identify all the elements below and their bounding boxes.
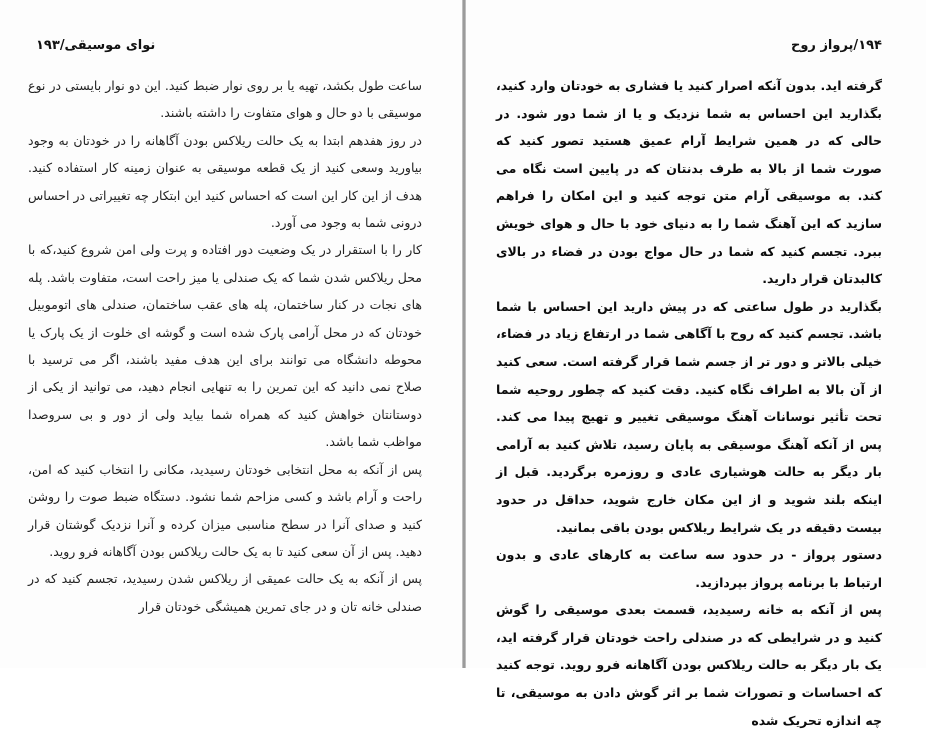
left-paragraph-4: پس از آنکه به محل انتخابی خودتان رسیدید، مکانی را انتخاب کنید که امن، راحت و آرام باشد و کسی مزاحم شما نشود. دستگاه ضبط صوت را روشن کنید و صدای آنرا در سطح مناسبی میزان کرده و آنرا نزدیک گوشتان قرار دهید. پس از آن سعی کنید تا به یک حالت ریلاکس بودن آگاهانه فرو روید. [28, 461, 422, 559]
left-page-header: نوای موسیقی/۱۹۳ [36, 38, 156, 53]
right-page-header: ۱۹۴/پرواز روح [790, 38, 882, 53]
right-paragraph-3: دستور پرواز - در حدود سه ساعت به کارهای عادی و بدون ارتباط با برنامه پرواز بپردازید. [496, 547, 882, 590]
right-page-body [496, 72, 882, 734]
right-paragraph-4: پس از آنکه به خانه رسیدید، قسمت بعدی موسیقی را گوش کنید و در شرایطی که در صندلی راحت خودتان قرار گرفته اید، یک بار دیگر به حالت ریلاکس بودن آگاهانه فرو روید. توجه کنید که احساسات و تصورات شما بر اثر گوش دادن به موسیقی، تا چه اندازه تحریک شده [496, 602, 882, 728]
right-paragraph-1: گرفته اید. بدون آنکه اصرار کنید یا فشاری به خودتان وارد کنید، بگذارید این احساس به شما نزدیک و یا از شما دور شود. در حالی که در همین شرایط آرام عمیق هستید تصور کنید که صورت شما از بالا به طرف بدنتان که در پایین است نگاه می کند. به موسیقی آرام متن توجه کنید و این امکان را فراهم سازید که این آهنگ شما را به دنیای خود با حال و هوای خویش ببرد. تجسم کنید که شما در حال مواج بودن در فضاء در بالای کالبدتان قرار دارید. [496, 78, 882, 287]
left-paragraph-1: ساعت طول بکشد، تهیه یا بر روی نوار ضبط کنید. این دو نوار بایستی در نوع موسیقی با دو حال و هوای متفاوت را داشته باشند. [28, 78, 422, 121]
right-page [466, 0, 926, 728]
left-paragraph-5: پس از آنکه به یک حالت عمیقی از ریلاکس شدن رسیدید، تجسم کنید که در صندلی خانه تان و در جای تمرین همیشگی خودتان قرار [28, 571, 422, 614]
left-page [0, 0, 462, 668]
left-paragraph-3: کار را با استقرار در یک وضعیت دور افتاده و پرت ولی امن شروع کنید،که با محل ریلاکس شدن شما که یک صندلی یا میز راحت است، متفاوت باشد. پله های نجات در کنار ساختمان، پله های عقب ساختمان، صندلی های اتوموبیل خودتان که در محل آرامی پارک شده است و گوشه ای خلوت از یک پارک یا محوطه دانشگاه می توانند برای این هدف مفید باشند، اگر می ترسید با صلاح نمی دانید که این تمرین را به تنهایی انجام دهید، می توانید از یکی از دوستانتان خواهش کنید که همراه شما بیاید ولی از دور و بی سروصدا مواظب شما باشد. [28, 242, 422, 450]
left-paragraph-2: در روز هفدهم ابتدا به یک حالت ریلاکس بودن آگاهانه را در خودتان به وجود بیاورید وسعی کنید از یک قطعه موسیقی به عنوان زمینه کار استفاده کنید. هدف از این کار این است که احساس کنید این ابتکار چه تغییراتی در احساس درونی شما به وجود می آورد. [28, 132, 422, 231]
left-page-body [28, 72, 422, 620]
right-paragraph-2: بگذارید در طول ساعتی که در پیش دارید این احساس با شما باشد. تجسم کنید که روح با آگاهی شما در ارتفاع زیاد در فضاء، خیلی بالاتر و دور تر از جسم شما قرار گرفته است. سعی کنید از آن بالا به اطراف نگاه کنید. دقت کنید که چطور روحیه شما تحت تأثیر نوسانات آهنگ موسیقی تغییر و تهیج پیدا می کند. پس از آنکه آهنگ موسیقی به پایان رسید، تلاش کنید به آرامی بار دیگر به حالت هوشیاری عادی و روزمره برگردید. قبل از اینکه بلند شوید و از این مکان خارج شوید، حداقل در حدود بیست دقیقه در یک شرایط ریلاکس بودن باقی بمانید. [496, 298, 882, 535]
